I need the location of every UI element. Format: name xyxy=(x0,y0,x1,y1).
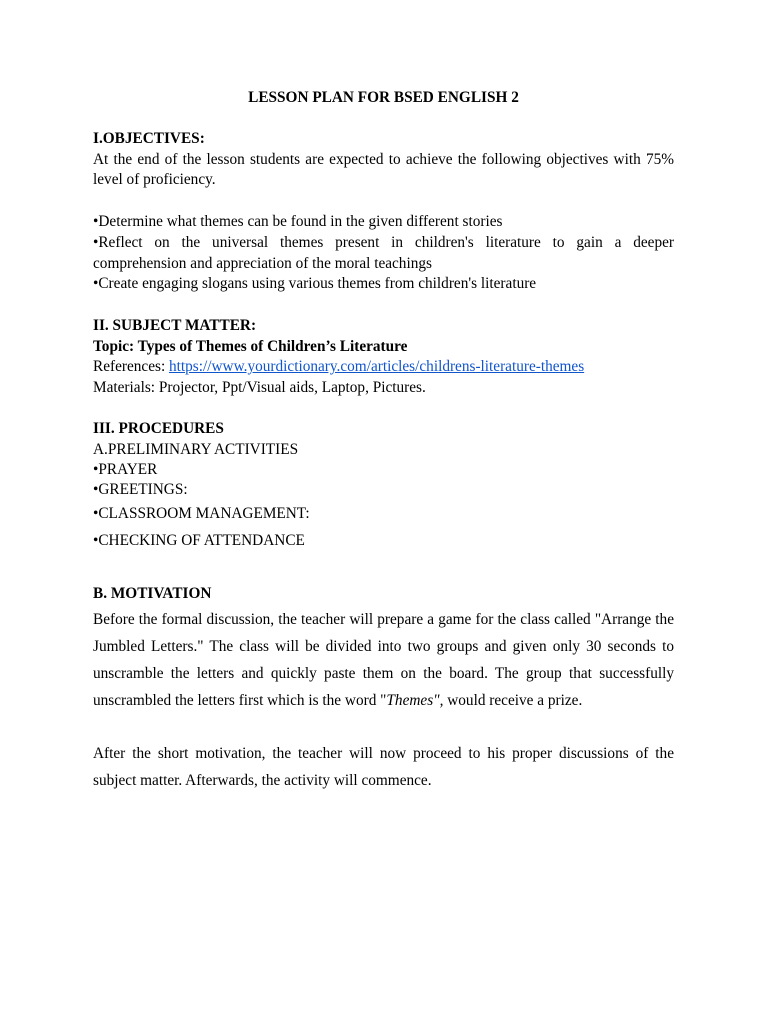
procedure-item: •GREETINGS: xyxy=(93,480,188,498)
spacer xyxy=(93,295,674,316)
procedure-item: •CHECKING OF ATTENDANCE xyxy=(93,531,305,549)
motivation-italic-word: Themes", xyxy=(386,691,444,709)
references-link[interactable]: https://www.yourdictionary.com/articles/childrens-literature-themes xyxy=(169,358,585,376)
preliminary-activities: A.PRELIMINARY ACTIVITIES xyxy=(93,440,299,458)
objectives-intro: At the end of the lesson students are expected to achieve the following objectives with 75% level of proficiency. xyxy=(93,150,674,189)
procedures-heading: III. PROCEDURES xyxy=(93,420,224,438)
document-page xyxy=(93,88,674,794)
motivation-text-end: would receive a prize. xyxy=(443,691,583,709)
spacer xyxy=(93,554,674,581)
procedure-item: •CLASSROOM MANAGEMENT: xyxy=(93,504,310,522)
motivation-paragraph-2: After the short motivation, the teacher will now proceed to his proper discussions of the subject matter. Afterwards, the activity will commence. xyxy=(93,744,674,789)
spacer xyxy=(93,714,674,741)
objective-item: •Determine what themes can be found in the given different stories xyxy=(93,213,503,231)
procedure-item: •PRAYER xyxy=(93,460,158,478)
spacer xyxy=(93,398,674,419)
objectives-heading: I.OBJECTIVES: xyxy=(93,130,205,147)
references-label: References: xyxy=(93,358,170,376)
references-line xyxy=(93,357,674,378)
spacer xyxy=(93,191,674,212)
subject-matter-heading: II. SUBJECT MATTER: xyxy=(93,317,257,335)
motivation-heading: B. MOTIVATION xyxy=(93,584,212,602)
motivation-text: Before the formal discussion, the teacher will prepare a game for the class called "Arrange the Jumbled Letters." The class will be divided into two groups and given only 30 seconds to unscramble the letters and quickly paste them on the board. The group that successfully unscrambled the letters first which is the word " xyxy=(93,611,674,709)
materials-line: Materials: Projector, Ppt/Visual aids, Laptop, Pictures. xyxy=(93,378,426,396)
topic-line: Topic: Types of Themes of Children’s Literature xyxy=(93,337,408,355)
objective-item: •Reflect on the universal themes present in children's literature to gain a deeper comprehension and appreciation of the moral teachings xyxy=(93,233,674,272)
document-title: LESSON PLAN FOR BSED ENGLISH 2 xyxy=(248,89,519,106)
motivation-paragraph-1 xyxy=(93,607,674,714)
objective-item: •Create engaging slogans using various themes from children's literature xyxy=(93,275,537,293)
